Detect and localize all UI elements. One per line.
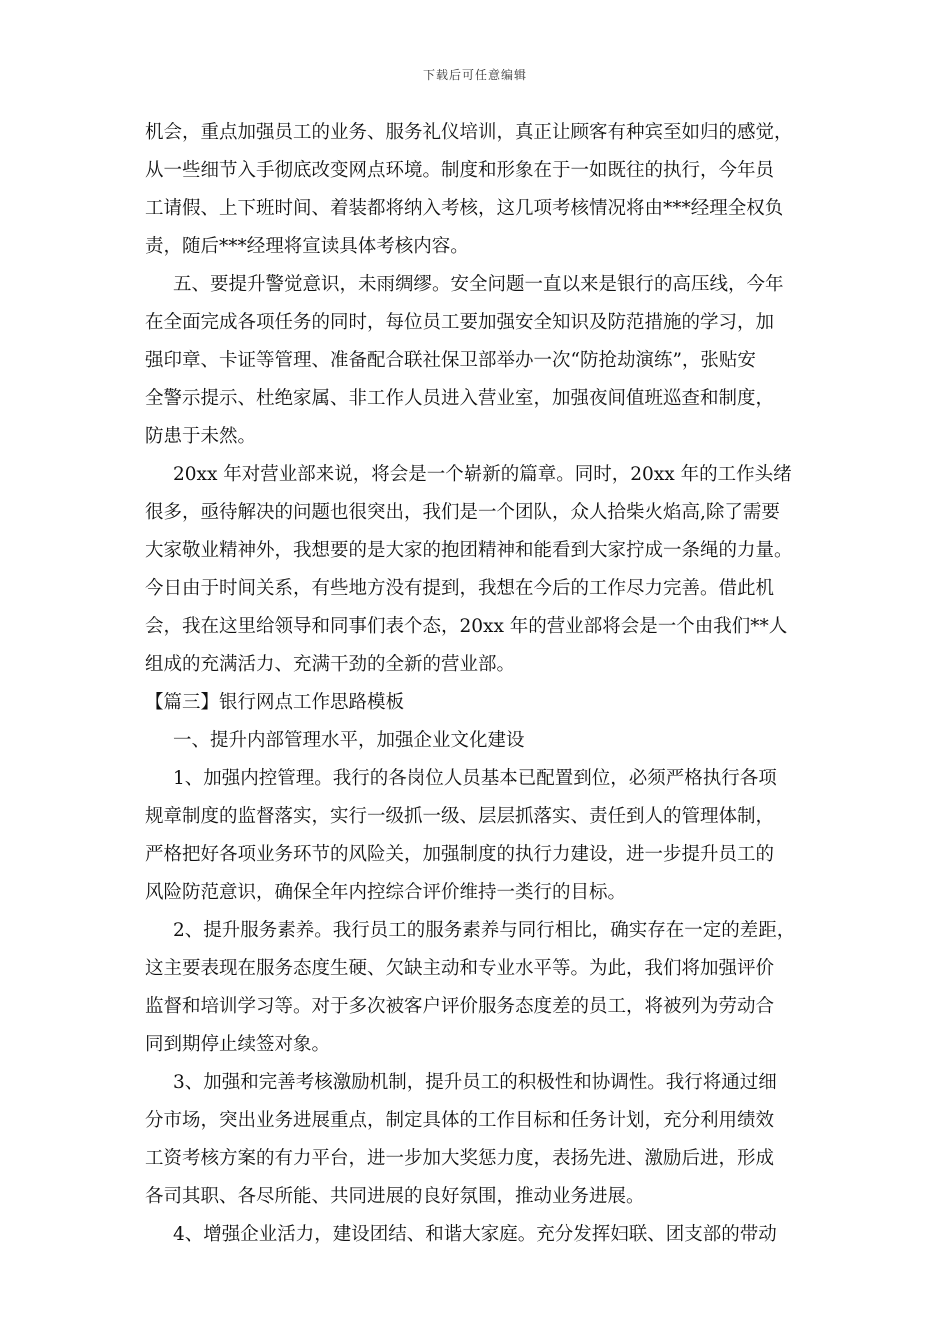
paragraph-start-line: 五、要提升警觉意识，未雨绸缪。安全问题一直以来是银行的高压线，今年 (173, 274, 784, 295)
text-line: 工资考核方案的有力平台，进一步加大奖惩力度，表扬先进、激励后进，形成 (145, 1148, 775, 1169)
text-line: 责，随后***经理将宣读具体考核内容。 (145, 236, 469, 257)
text-line: 同到期停止续签对象。 (145, 1034, 331, 1055)
text-line: 规章制度的监督落实，实行一级抓一级、层层抓落实、责任到人的管理体制， (145, 806, 775, 827)
paragraph-start-line: 4、增强企业活力，建设团结、和谐大家庭。充分发挥妇联、团支部的带动 (173, 1224, 777, 1245)
text-line: 风险防范意识，确保全年内控综合评价维持一类行的目标。 (145, 882, 627, 903)
text-line: 从一些细节入手彻底改变网点环境。制度和形象在于一如既往的执行，今年员 (145, 160, 775, 181)
paragraph-start-line: 3、加强和完善考核激励机制，提升员工的积极性和协调性。我行将通过细 (173, 1072, 777, 1093)
text-line: 在全面完成各项任务的同时，每位员工要加强安全知识及防范措施的学习，加 (145, 312, 775, 333)
text-line: 严格把好各项业务环节的风险关，加强制度的执行力建设，进一步提升员工的 (145, 844, 775, 865)
page-header: 下载后可任意编辑 (422, 68, 527, 82)
text-line: 防患于未然。 (145, 426, 257, 447)
text-line: 机会，重点加强员工的业务、服务礼仪培训，真正让顾客有种宾至如归的感觉， (145, 122, 793, 143)
subsection-heading: 一、提升内部管理水平，加强企业文化建设 (173, 730, 525, 751)
text-line: 各司其职、各尽所能、共同进展的良好氛围，推动业务进展。 (145, 1186, 645, 1207)
text-line: 很多，亟待解决的问题也很突出，我们是一个团队，众人拾柴火焰高,除了需要 (145, 502, 780, 523)
document-body (145, 114, 810, 1254)
text-line: 会，我在这里给领导和同事们表个态，20xx 年的营业部将会是一个由我们**人 (145, 616, 788, 637)
section-heading: 【篇三】银行网点工作思路模板 (145, 692, 405, 713)
paragraph-start-line: 20xx 年对营业部来说，将会是一个崭新的篇章。同时，20xx 年的工作头绪 (173, 464, 792, 485)
text-line: 分市场，突出业务进展重点，制定具体的工作目标和任务计划，充分利用绩效 (145, 1110, 775, 1131)
text-line: 组成的充满活力、充满干劲的全新的营业部。 (145, 654, 516, 675)
text-line: 工请假、上下班时间、着装都将纳入考核，这几项考核情况将由***经理全权负 (145, 198, 784, 219)
text-line: 全警示提示、杜绝家属、非工作人员进入营业室，加强夜间值班巡查和制度， (145, 388, 775, 409)
text-line: 监督和培训学习等。对于多次被客户评价服务态度差的员工，将被列为劳动合 (145, 996, 775, 1017)
text-line: 今日由于时间关系，有些地方没有提到，我想在今后的工作尽力完善。借此机 (145, 578, 775, 599)
paragraph-start-line: 1、加强内控管理。我行的各岗位人员基本已配置到位，必须严格执行各项 (173, 768, 777, 789)
text-line: 强印章、卡证等管理、准备配合联社保卫部举办一次“防抢劫演练”，张贴安 (145, 350, 756, 371)
text-line: 大家敬业精神外，我想要的是大家的抱团精神和能看到大家拧成一条绳的力量。 (145, 540, 793, 561)
paragraph-start-line: 2、提升服务素养。我行员工的服务素养与同行相比，确实存在一定的差距， (173, 920, 796, 941)
text-line: 这主要表现在服务态度生硬、欠缺主动和专业水平等。为此，我们将加强评价 (145, 958, 775, 979)
